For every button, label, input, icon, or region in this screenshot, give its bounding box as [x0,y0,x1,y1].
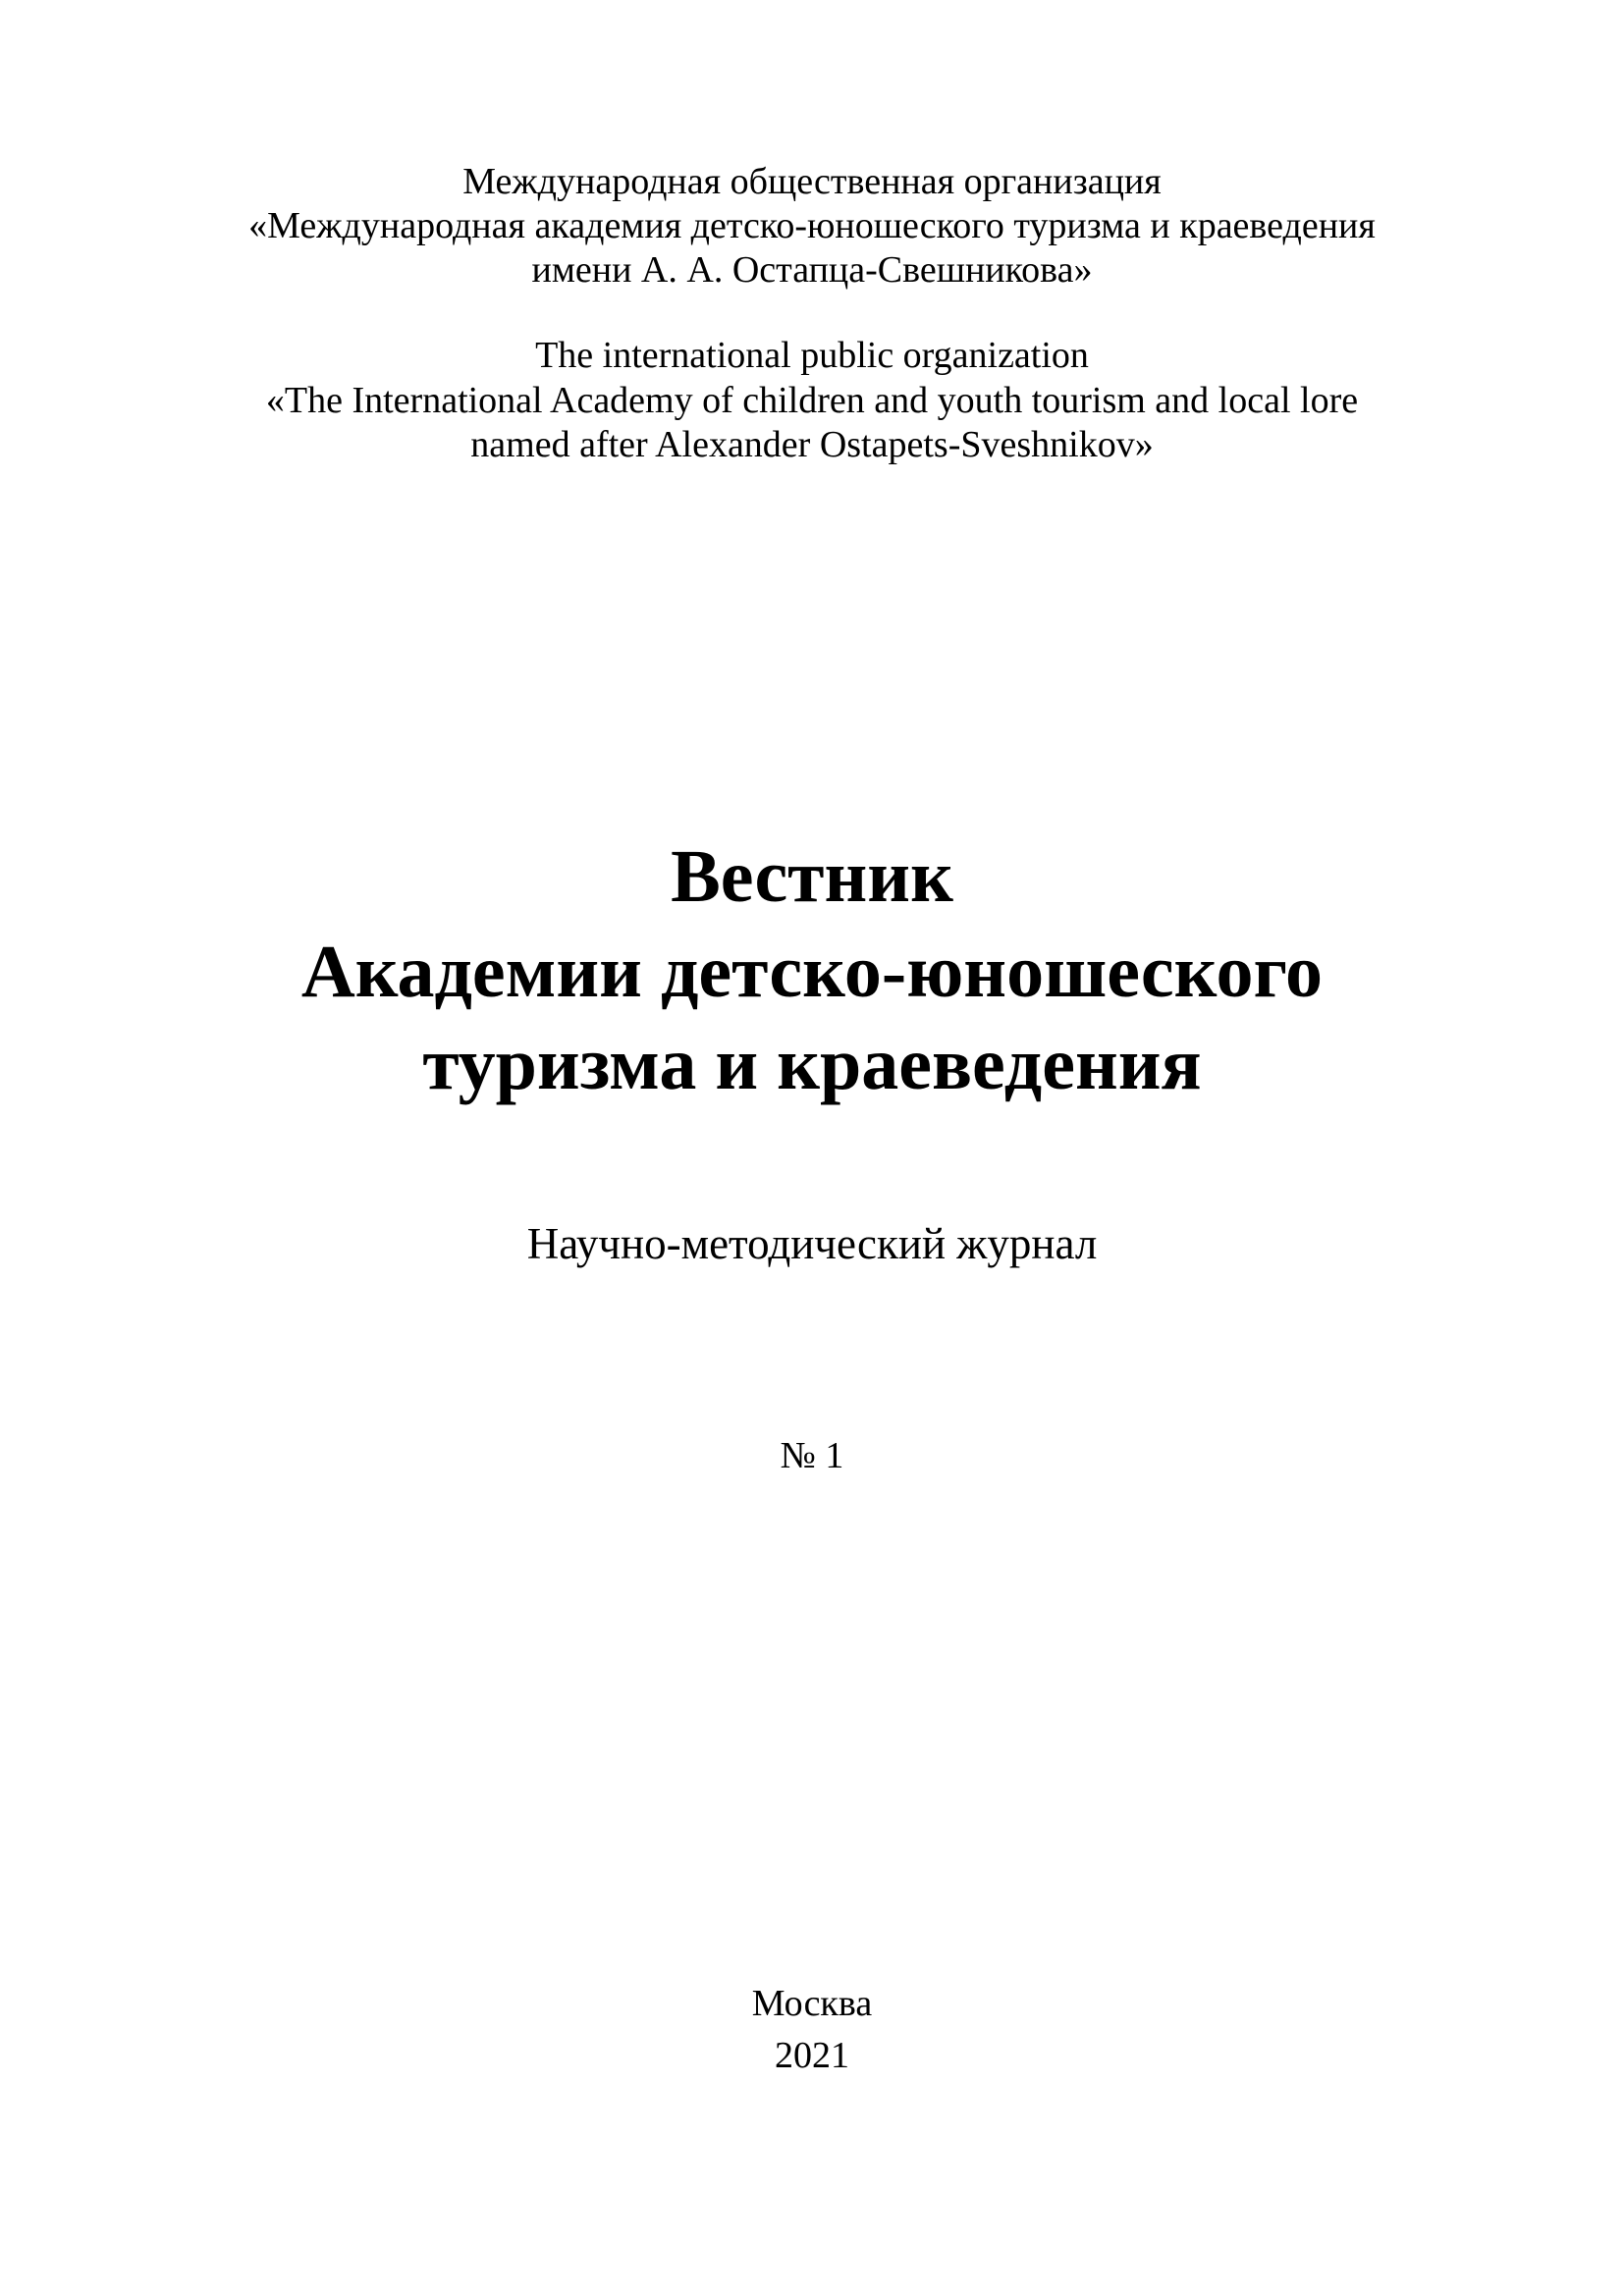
publication-year: 2021 [775,2035,849,2076]
org-en-line-1: The international public organization [535,335,1089,376]
issue-number: № 1 [780,1435,844,1476]
title-line-3: туризма и краеведения [422,1023,1202,1105]
org-en-line-3: named after Alexander Ostapets-Sveshnikov» [470,424,1154,465]
org-ru-line-3: имени А. А. Остапца-Свешникова» [531,249,1093,291]
publication-city: Москва [751,1983,873,2024]
org-ru-line-1: Международная общественная организация [462,161,1162,202]
org-en-line-2: «The International Academy of children and youth tourism and local lore [265,380,1359,421]
org-ru-line-2: «Международная академия детско-юношеского туризма и краеведения [248,205,1376,246]
title-line-1: Вестник [671,835,953,918]
title-line-2: Академии детско-юношеского [300,931,1324,1013]
journal-subtitle: Научно-методический журнал [526,1219,1098,1268]
